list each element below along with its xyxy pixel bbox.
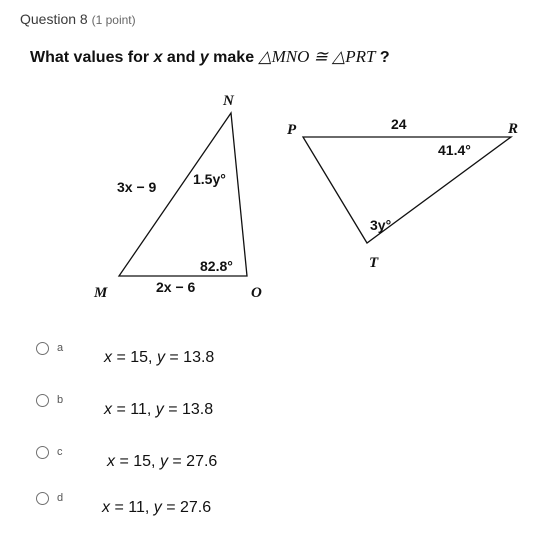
radio-button-b[interactable] xyxy=(36,394,49,407)
option-letter-a: a xyxy=(57,342,64,354)
radio-button-c[interactable] xyxy=(36,446,49,459)
answer-option-c[interactable] xyxy=(36,443,436,470)
question-number: Question 8 xyxy=(20,11,88,27)
radio-button-a[interactable] xyxy=(36,342,49,355)
congruence-statement: △MNO ≅ △PRT xyxy=(258,47,376,66)
radio-button-d[interactable] xyxy=(36,492,49,505)
prompt-suffix: ? xyxy=(375,49,390,66)
vertex-t-label: T xyxy=(369,255,379,271)
angle-n-label: 1.5y° xyxy=(193,171,226,187)
option-letter-b: b xyxy=(57,394,64,406)
prompt-make: make xyxy=(208,49,259,66)
question-points: (1 point) xyxy=(91,13,136,27)
answer-option-b[interactable] xyxy=(36,391,436,418)
vertex-r-label: R xyxy=(508,121,519,137)
prompt-and: and xyxy=(162,49,200,66)
vertex-n-label: N xyxy=(223,93,234,109)
angle-r-label: 41.4° xyxy=(438,142,471,158)
side-pr-label: 24 xyxy=(391,116,407,132)
option-text-a: x = 15, y = 13.8 xyxy=(104,349,215,366)
prompt-prefix: What values for xyxy=(30,49,154,66)
vertex-o-label: O xyxy=(251,285,262,301)
triangle-prt xyxy=(303,137,511,243)
option-text-c: x = 15, y = 27.6 xyxy=(107,453,218,470)
side-mo-label: 2x − 6 xyxy=(156,279,196,295)
option-letter-d: d xyxy=(57,492,64,504)
option-text-d: x = 11, y = 27.6 xyxy=(102,499,212,516)
answer-option-a[interactable] xyxy=(36,339,436,366)
vertex-p-label: P xyxy=(287,122,297,138)
option-text-b: x = 11, y = 13.8 xyxy=(104,401,214,418)
prompt-var-x: x xyxy=(153,49,163,66)
prompt-var-y: y xyxy=(199,49,209,66)
vertex-m-label: M xyxy=(94,285,108,301)
angle-o-label: 82.8° xyxy=(200,258,233,274)
side-mn-label: 3x − 9 xyxy=(117,179,157,195)
option-letter-c: c xyxy=(57,446,63,458)
angle-t-label: 3y° xyxy=(370,217,392,233)
answer-option-d[interactable] xyxy=(36,489,436,516)
